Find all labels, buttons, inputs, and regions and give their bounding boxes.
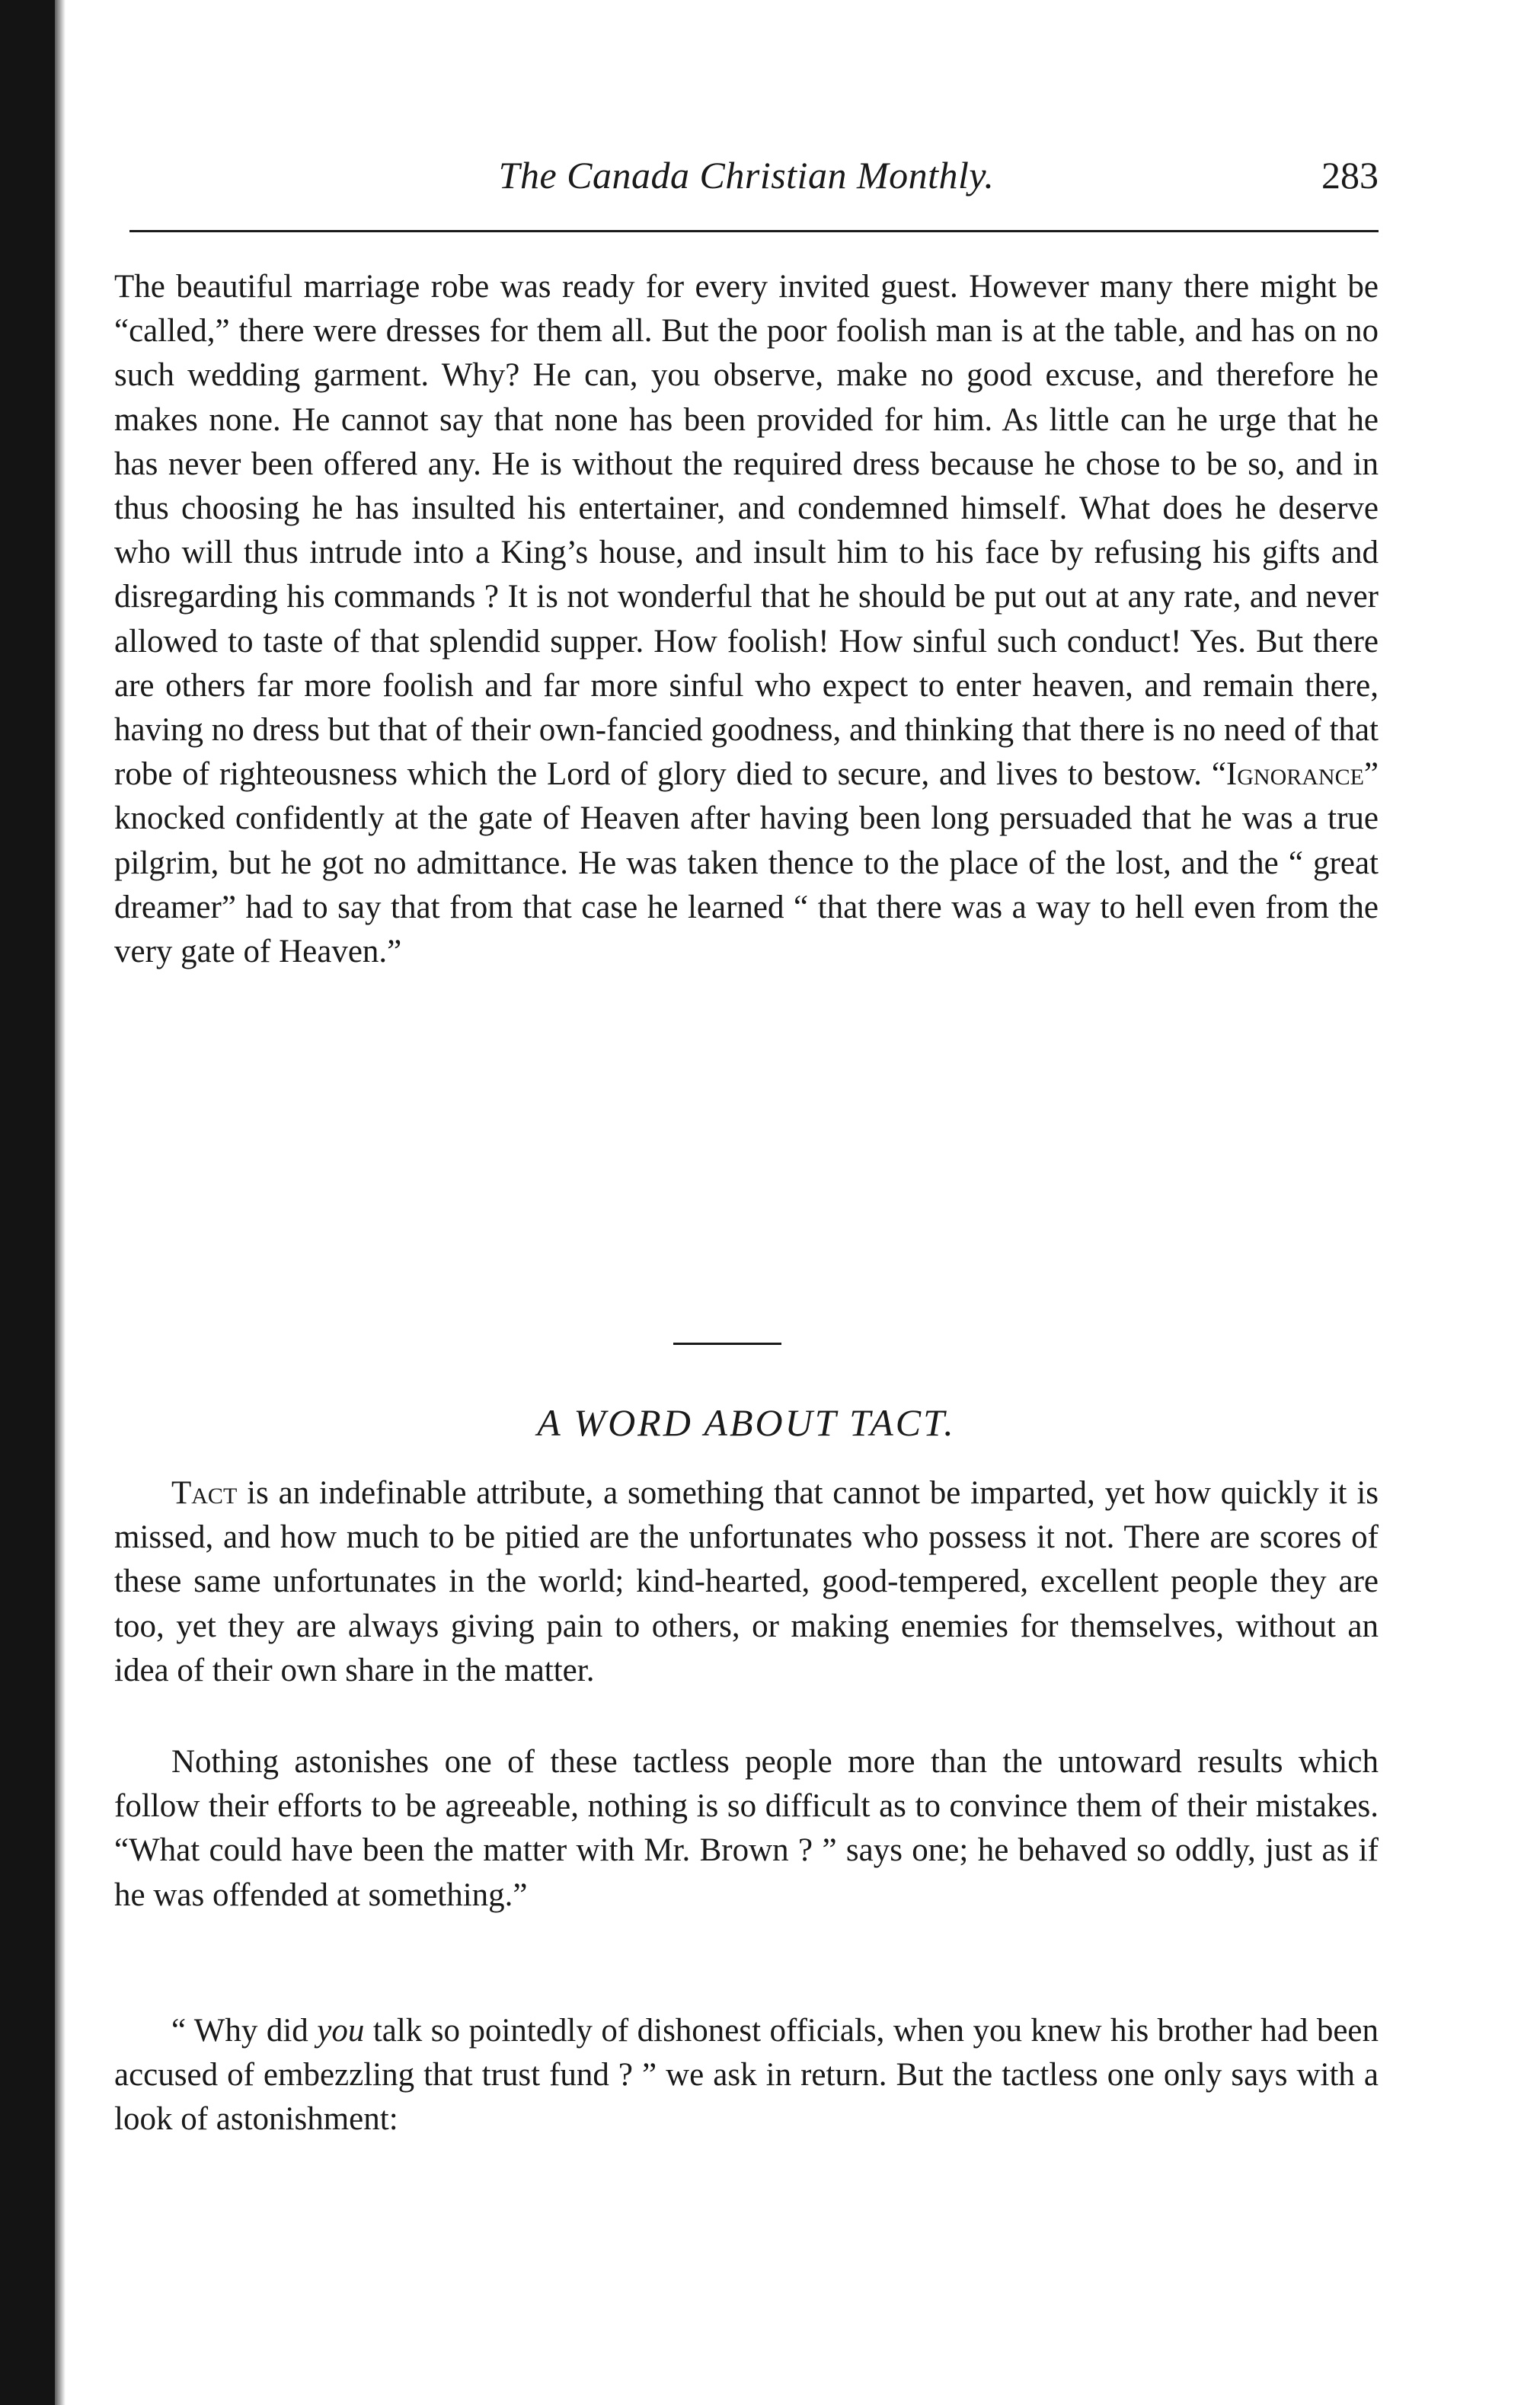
paragraph-text: The beautiful marriage robe was ready for every invited guest. However many there might be “called,” there were dresses for them all. But the poor foolish man is at the table, and has on no such wedding garment. Why? He can, you observe, make no good excuse, and therefore he makes none. He cannot say that none has been provided for him. As little can he urge that he has never been offered any. He is without the required dress because he chose to be so, and in thus choosing he has insulted his entertainer, and condemned himself. What does he deserve who will thus intrude into a King’s house, and insult him to his face by refusing his gifts and disregarding his commands ? It is not wonderful that he should be put out at any rate, and never allowed to taste of that splendid supper. How foolish! How sinful such conduct! Yes. But there are others far more foolish and far more sinful who expect to enter heaven, and remain there, having no dress but that of their own-fancied goodness, and thinking that there is no need of that robe of righteousness which the Lord of glory died to secure, and lives to bestow. <box>114 269 1379 793</box>
ignorance-small-caps: “Ignorance” <box>1211 756 1379 793</box>
page-number: 283 <box>1321 154 1379 196</box>
running-title: The Canada Christian Monthly. <box>498 154 995 196</box>
book-page <box>114 0 1379 2405</box>
tact-paragraph-2-text: Nothing astonishes one of these tactless people more than the untoward results which follow their efforts to be agreeable, nothing is so difficult as to convince them of their mistakes. “What could have been the matter with Mr. Brown ? ” says one; he behaved so oddly, just as if he was offended at something.” <box>114 1744 1379 1913</box>
paragraph-text-tail: knocked confidently at the gate of Heaven after having been long persuaded that he was a true pilgrim, but he got no admittance. He was taken thence to the place of the lost, and the “ great dreamer” had to say that from that case he learned “ that there was a way to hell even from the very gate of Heaven.” <box>114 800 1379 970</box>
article-paragraph-wedding-garment <box>114 265 1379 974</box>
tact-paragraph-1-text: is an indefinable attribute, a something that cannot be imparted, yet how quickly it is missed, and how much to be pitied are the unfortunates who possess it not. There are scores of these same unfortunates in the world; kind-hearted, good-tempered, excellent people they are too, yet they are always giving pain to others, or making enemies for themselves, without an idea of their own share in the matter. <box>114 1475 1379 1688</box>
article-title: A WORD ABOUT TACT. <box>537 1401 956 1444</box>
header-rule <box>129 230 1379 232</box>
tact-paragraph-3 <box>114 2009 1379 2142</box>
page-header <box>114 151 1379 204</box>
tact-paragraph-3-emphasis: you <box>317 2013 365 2049</box>
page-binding-edge <box>0 0 55 2405</box>
tact-paragraph-1 <box>114 1471 1379 1693</box>
section-divider-rule <box>673 1343 781 1345</box>
tact-paragraph-2 <box>114 1740 1379 1918</box>
binding-shadow <box>55 0 65 2405</box>
tact-lead-word: Tact <box>171 1475 238 1511</box>
tact-paragraph-3-text-b: talk so pointedly of dishonest officials, when you knew his brother had been accused of embezzling that trust fund ? ” we ask in return. But the tactless one only says with a look of astonishment: <box>114 2013 1379 2138</box>
tact-paragraph-3-text-a: “ Why did <box>171 2013 308 2049</box>
